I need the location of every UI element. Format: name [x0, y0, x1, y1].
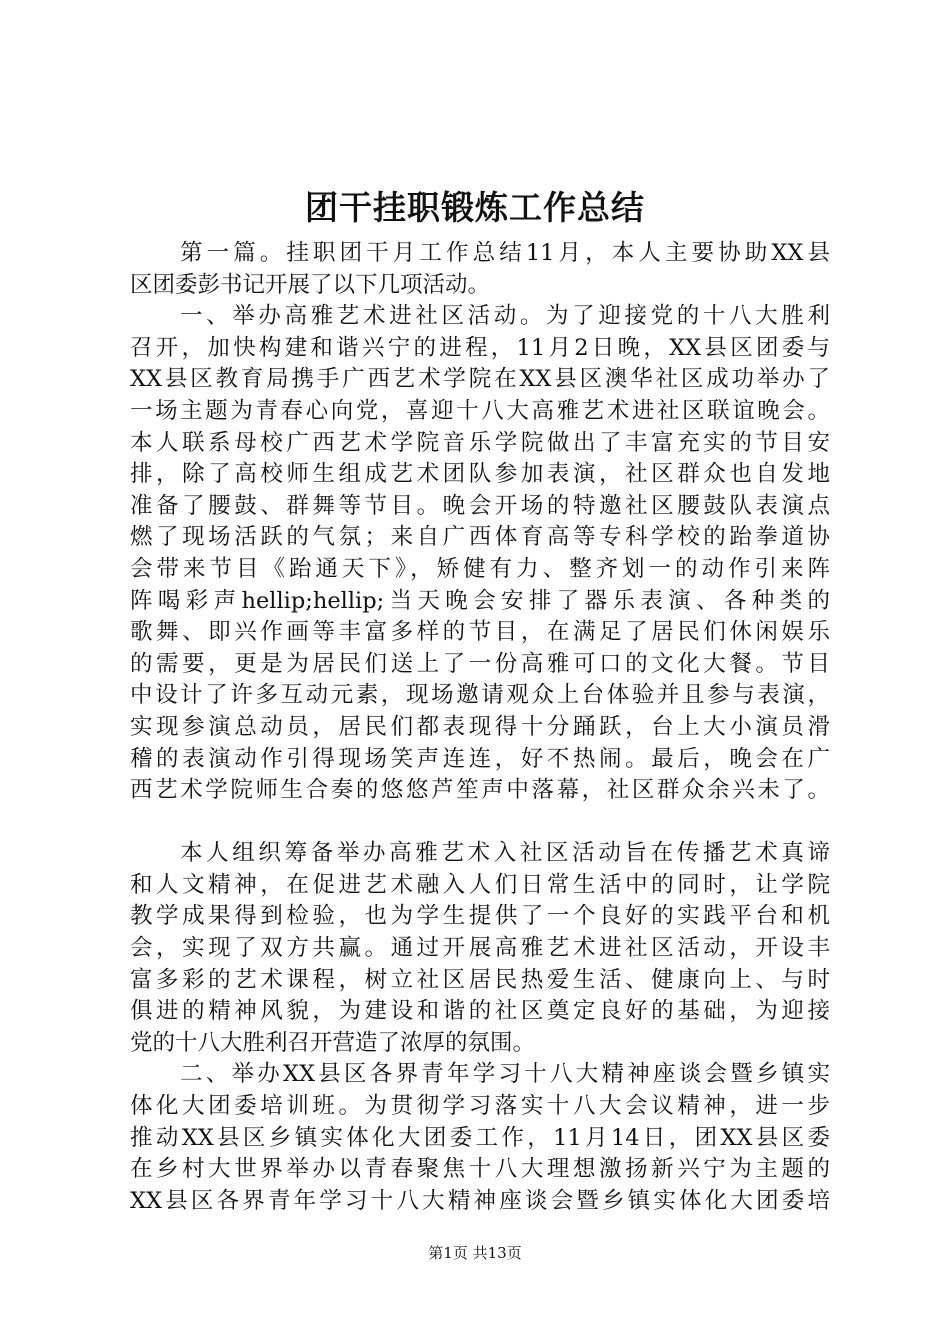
text-line: 歌舞、即兴作画等丰富多样的节目，在满足了居民们休闲娱乐 [130, 619, 830, 646]
paragraph-gap [130, 807, 830, 839]
page-number-footer: 第1页 共13页 [428, 1244, 522, 1262]
text-line: 本人联系母校广西艺术学院音乐学院做出了丰富充实的节目安 [130, 429, 830, 456]
text-line: 中设计了许多互动元素，现场邀请观众上台体验并且参与表演， [130, 682, 830, 709]
text-line: 召开，加快构建和谐兴宁的进程，11月2日晚，XX县区团委与 [130, 334, 830, 361]
text-line: 会带来节目《跆通天下》，矫健有力、整齐划一的动作引来阵 [130, 555, 830, 582]
text-line: 准备了腰鼓、群舞等节目。晚会开场的特邀社区腰鼓队表演点 [130, 492, 830, 519]
text-line: 本人组织筹备举办高雅艺术入社区活动旨在传播艺术真谛 [180, 840, 830, 867]
text-line: 一、举办高雅艺术进社区活动。为了迎接党的十八大胜利 [180, 303, 830, 330]
text-line: 排，除了高校师生组成艺术团队参加表演，社区群众也自发地 [130, 461, 830, 488]
text-line: 燃了现场活跃的气氛；来自广西体育高等专科学校的跆拳道协 [130, 524, 830, 551]
text-line: 区团委彭书记开展了以下几项活动。 [130, 271, 491, 298]
text-line: 第一篇。挂职团干月工作总结11月，本人主要协助XX县 [180, 240, 830, 266]
text-line: 推动XX县区乡镇实体化大团委工作，11月14日，团XX县区委 [130, 1124, 830, 1151]
text-line: 二、举办XX县区各界青年学习十八大精神座谈会暨乡镇实 [180, 1061, 830, 1088]
text-line: 俱进的精神风貌，为建设和谐的社区奠定良好的基础，为迎接 [130, 998, 830, 1025]
text-line: 党的十八大胜利召开营造了浓厚的氛围。 [130, 1029, 536, 1056]
text-line: 实现参演总动员，居民们都表现得十分踊跃，台上大小演员滑 [130, 713, 830, 740]
document-title: 团干挂职锻炼工作总结 [305, 188, 645, 227]
text-line: 教学成果得到检验，也为学生提供了一个良好的实践平台和机 [130, 903, 830, 930]
text-line: 一场主题为青春心向党，喜迎十八大高雅艺术进社区联谊晚会。 [130, 397, 830, 424]
text-line: 西艺术学院师生合奏的悠悠芦笙声中落幕，社区群众余兴未了。 [130, 777, 830, 804]
text-line: 会，实现了双方共赢。通过开展高雅艺术进社区活动，开设丰 [130, 935, 830, 962]
document-body [130, 238, 830, 1217]
text-line: 在乡村大世界举办以青春聚焦十八大理想激扬新兴宁为主题的 [130, 1156, 830, 1183]
text-line: 富多彩的艺术课程，树立社区居民热爱生活、健康向上、与时 [130, 966, 830, 993]
text-line: 和人文精神，在促进艺术融入人们日常生活中的同时，让学院 [130, 871, 830, 898]
text-line: 的需要，更是为居民们送上了一份高雅可口的文化大餐。节目 [130, 650, 830, 677]
text-line: 体化大团委培训班。为贯彻学习落实十八大会议精神，进一步 [130, 1093, 830, 1120]
text-line: XX县区各界青年学习十八大精神座谈会暨乡镇实体化大团委培 [130, 1187, 830, 1214]
text-line: 阵喝彩声hellip;hellip;当天晚会安排了器乐表演、各种类的 [130, 587, 830, 614]
text-line: XX县区教育局携手广西艺术学院在XX县区澳华社区成功举办了 [130, 366, 830, 393]
text-line: 稽的表演动作引得现场笑声连连，好不热闹。最后，晚会在广 [130, 745, 830, 772]
